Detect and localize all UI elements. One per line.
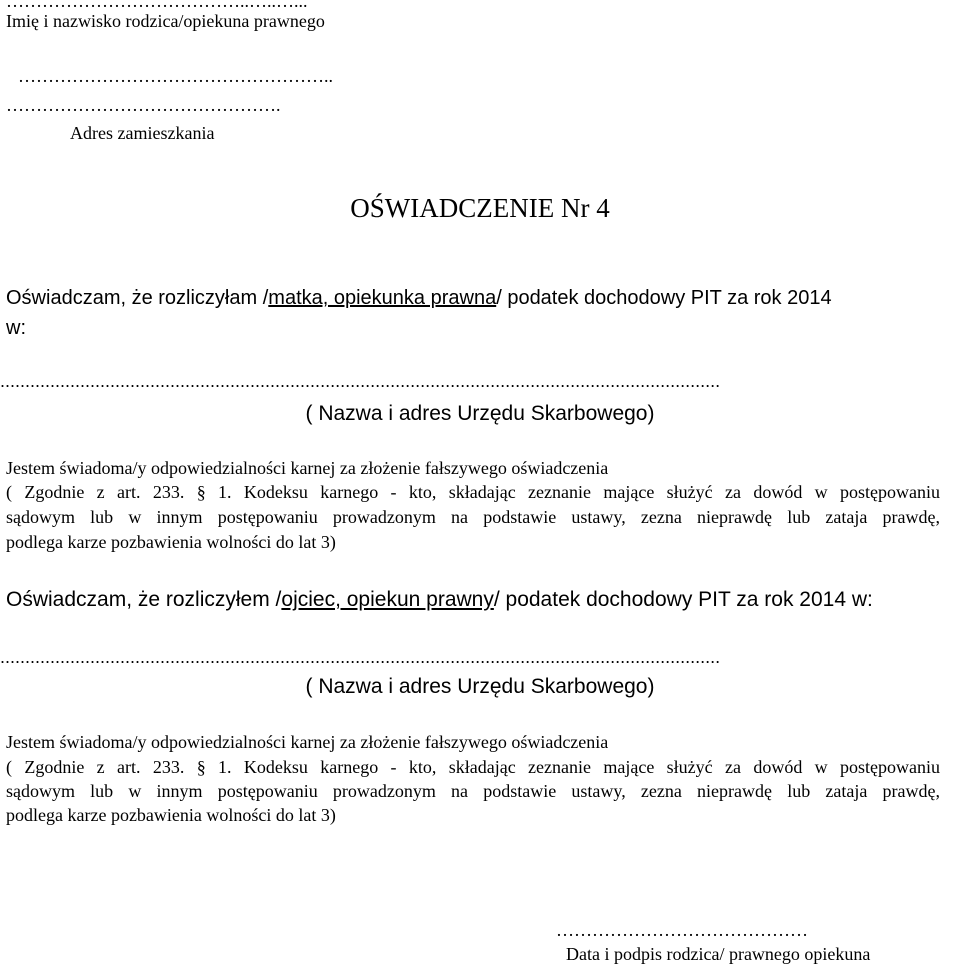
signature-label: Data i podpis rodzica/ prawnego opiekuna bbox=[566, 944, 871, 964]
father-liability-line-1: Jestem świadoma/y odpowiedzialności karnej za złożenie fałszywego oświadczenia bbox=[6, 732, 609, 752]
parent-name-label: Imię i nazwisko rodzica/opiekuna prawnego bbox=[6, 11, 325, 31]
father-office-dots: ................................................................................................................................................ bbox=[0, 648, 721, 666]
father-statement-before: Oświadczam, że rozliczyłem / bbox=[6, 588, 282, 611]
parent-name-dots: …………………………………..…..…... bbox=[6, 0, 308, 11]
mother-statement-before: Oświadczam, że rozliczyłam / bbox=[6, 287, 269, 309]
address-label: Adres zamieszkania bbox=[70, 123, 215, 143]
mother-statement-after: / podatek dochodowy PIT za rok 2014 bbox=[496, 287, 832, 309]
father-liability-line-3: sądowym lub w innym postępowaniu prowadzonym na podstawie ustawy, zezna nieprawdę lub zataja prawdę, bbox=[6, 781, 940, 801]
father-office-label: ( Nazwa i adres Urzędu Skarbowego) bbox=[305, 675, 655, 698]
address-dots-2: ………………………………………. bbox=[6, 95, 281, 115]
father-liability-line-4: podlega karze pozbawienia wolności do lat 3) bbox=[6, 805, 336, 825]
mother-liability-line-4: podlega karze pozbawienia wolności do lat 3) bbox=[6, 532, 336, 552]
mother-liability-line-3: sądowym lub w innym postępowaniu prowadzonym na podstawie ustawy, zezna nieprawdę lub zataja prawdę, bbox=[6, 507, 940, 527]
father-liability-line-2: ( Zgodnie z art. 233. § 1. Kodeksu karnego - kto, składając zeznanie mające służyć za dowód w postępowaniu bbox=[6, 757, 940, 777]
mother-role: matka, opiekunka prawna bbox=[268, 287, 497, 309]
father-statement bbox=[6, 589, 873, 610]
mother-statement-continuation: w: bbox=[6, 317, 26, 339]
mother-liability-line-1: Jestem świadoma/y odpowiedzialności karnej za złożenie fałszywego oświadczenia bbox=[6, 458, 609, 478]
mother-statement bbox=[6, 288, 832, 308]
mother-office-label: ( Nazwa i adres Urzędu Skarbowego) bbox=[305, 402, 655, 425]
signature-dots: …………………………………… bbox=[556, 920, 808, 940]
father-role: ojciec, opiekun prawny bbox=[281, 588, 494, 611]
mother-office-dots: ................................................................................................................................................ bbox=[0, 372, 721, 390]
address-dots-1: …………………………………………….. bbox=[18, 66, 333, 86]
document-title: OŚWIADCZENIE Nr 4 bbox=[350, 193, 610, 223]
father-statement-after: / podatek dochodowy PIT za rok 2014 w: bbox=[493, 588, 873, 611]
mother-liability-line-2: ( Zgodnie z art. 233. § 1. Kodeksu karnego - kto, składając zeznanie mające służyć za dowód w postępowaniu bbox=[6, 482, 940, 502]
